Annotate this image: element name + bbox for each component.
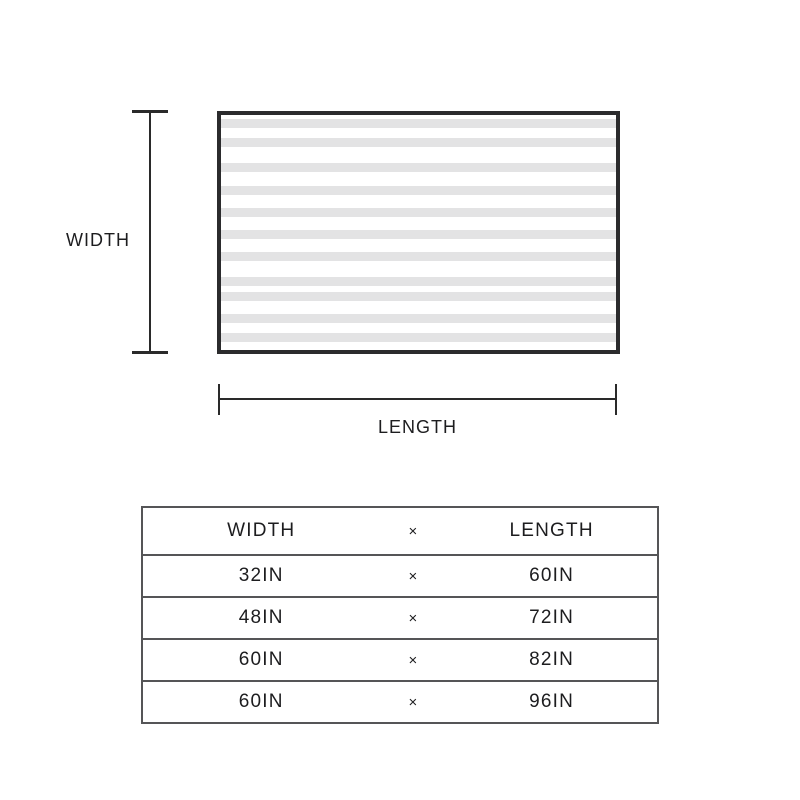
blanket-stripe bbox=[221, 277, 616, 286]
width-dimension-cap-bottom bbox=[132, 351, 168, 354]
size-table-row bbox=[143, 554, 657, 596]
blanket-stripe bbox=[221, 138, 616, 147]
cell-times: × bbox=[408, 651, 418, 669]
size-table-row bbox=[143, 638, 657, 680]
blanket-stripe bbox=[221, 186, 616, 195]
length-dimension-tick-right bbox=[615, 384, 617, 415]
cell-width: 60IN bbox=[238, 649, 284, 670]
cell-times: × bbox=[408, 567, 418, 585]
header-cell-width: WIDTH bbox=[227, 520, 296, 541]
cell-width: 32IN bbox=[238, 565, 284, 586]
size-table bbox=[141, 506, 659, 724]
blanket-stripe bbox=[221, 333, 616, 342]
size-table-row bbox=[143, 680, 657, 722]
blanket-stripe bbox=[221, 208, 616, 217]
cell-width: 48IN bbox=[238, 607, 284, 628]
width-dimension-line bbox=[149, 110, 151, 354]
blanket-graphic bbox=[217, 111, 620, 354]
size-table-header-row bbox=[143, 508, 657, 554]
size-table-row bbox=[143, 596, 657, 638]
header-cell-times: × bbox=[408, 522, 418, 540]
cell-times: × bbox=[408, 609, 418, 627]
cell-length: 60IN bbox=[529, 565, 575, 586]
header-cell-length: LENGTH bbox=[509, 520, 594, 541]
length-dimension-label: LENGTH bbox=[377, 417, 457, 437]
blanket-stripes bbox=[221, 115, 616, 350]
cell-length: 96IN bbox=[529, 691, 575, 712]
width-dimension-label: WIDTH bbox=[66, 230, 130, 250]
cell-length: 82IN bbox=[529, 649, 575, 670]
length-dimension-line bbox=[218, 398, 617, 400]
blanket-stripe bbox=[221, 314, 616, 323]
cell-times: × bbox=[408, 693, 418, 711]
blanket-stripe bbox=[221, 163, 616, 172]
blanket-stripe bbox=[221, 119, 616, 128]
blanket-stripe bbox=[221, 292, 616, 301]
blanket-stripe bbox=[221, 252, 616, 261]
cell-length: 72IN bbox=[529, 607, 575, 628]
blanket-stripe bbox=[221, 230, 616, 239]
cell-width: 60IN bbox=[238, 691, 284, 712]
